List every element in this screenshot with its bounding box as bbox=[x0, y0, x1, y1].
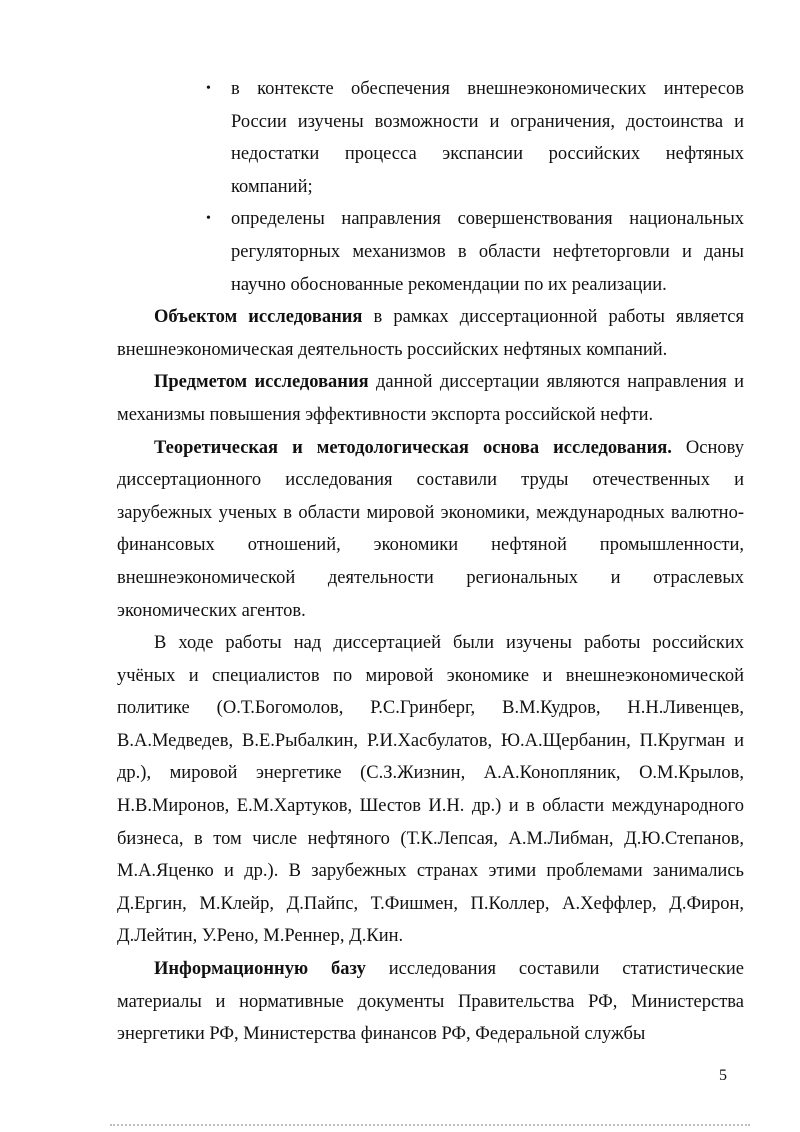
bullet-list bbox=[117, 73, 744, 301]
page-number: 5 bbox=[719, 1067, 727, 1084]
paragraph-literature-review bbox=[117, 627, 744, 953]
paragraph-research-object bbox=[117, 301, 744, 366]
paragraph-information-base bbox=[117, 953, 744, 1051]
bullet-text: определены направления совершенствования национальных регуляторных механизмов в области нефтеторговли и даны научно обоснованные рекомендации по их реализации. bbox=[231, 209, 744, 295]
bullet-icon: • bbox=[206, 81, 211, 96]
paragraph-research-subject bbox=[117, 366, 744, 431]
paragraph-lead: Информационную базу bbox=[154, 959, 366, 980]
paragraph-lead: Предметом исследования bbox=[154, 372, 369, 393]
paragraph-text: В ходе работы над диссертацией были изучены работы российских учёных и специалистов по мировой экономике и внешнеэкономической политике (О.Т.Богомолов, Р.С.Гринберг, В.М.Кудров, Н.Н.Ливенцев, В.А.Медведев, В.Е.Рыбалкин, Р.И.Хасбулатов, Ю.А.Щербанин, П.Кругман и др.), мировой энергетике (С.З.Жизнин, А.А.Конопляник, О.М.Крылов, Н.В.Миронов, Е.М.Хартуков, Шестов И.Н. др.) и в области международного бизнеса, в том числе нефтяного (Т.К.Лепсая, А.М.Либман, Д.Ю.Степанов, М.А.Яценко и др.). В зарубежных странах этими проблемами занимались Д.Ергин, М.Клейр, Д.Пайпс, Т.Фишмен, П.Коллер, А.Хеффлер, Д.Фирон, Д.Лейтин, У.Рено, М.Реннер, Д.Кин. bbox=[117, 633, 744, 947]
bullet-item bbox=[206, 203, 744, 301]
paragraph-lead: Теоретическая и методологическая основа исследования. bbox=[154, 437, 672, 458]
paragraph-text: данной диссертации являются направления и механизмы повышения эффективности экспорта российской нефти. bbox=[117, 372, 744, 425]
paragraph-text: в рамках диссертационной работы является внешнеэкономическая деятельность российских нефтяных компаний. bbox=[117, 307, 745, 360]
paragraph-lead: Объектом исследования bbox=[154, 307, 363, 328]
paragraph-text: Основу диссертационного исследования составили труды отечественных и зарубежных ученых в области мировой экономики, международных валютно-финансовых отношений, экономики нефтяной промышленности, внешнеэкономической деятельности региональных и отраслевых экономических агентов. bbox=[117, 437, 744, 621]
page-content bbox=[117, 73, 744, 1051]
scan-edge-artifact bbox=[110, 1124, 750, 1126]
bullet-item bbox=[206, 73, 744, 203]
paragraph-theoretical-basis bbox=[117, 432, 744, 628]
bullet-icon: • bbox=[206, 211, 211, 227]
bullet-text: в контексте обеспечения внешнеэкономических интересов России изучены возможности и ограничения, достоинства и недостатки процесса экспансии российских нефтяных компаний; bbox=[231, 79, 744, 197]
paragraph-text: исследования составили статистические материалы и нормативные документы Правительства РФ, Министерства энергетики РФ, Министерства финансов РФ, Федеральной службы bbox=[117, 959, 744, 1045]
